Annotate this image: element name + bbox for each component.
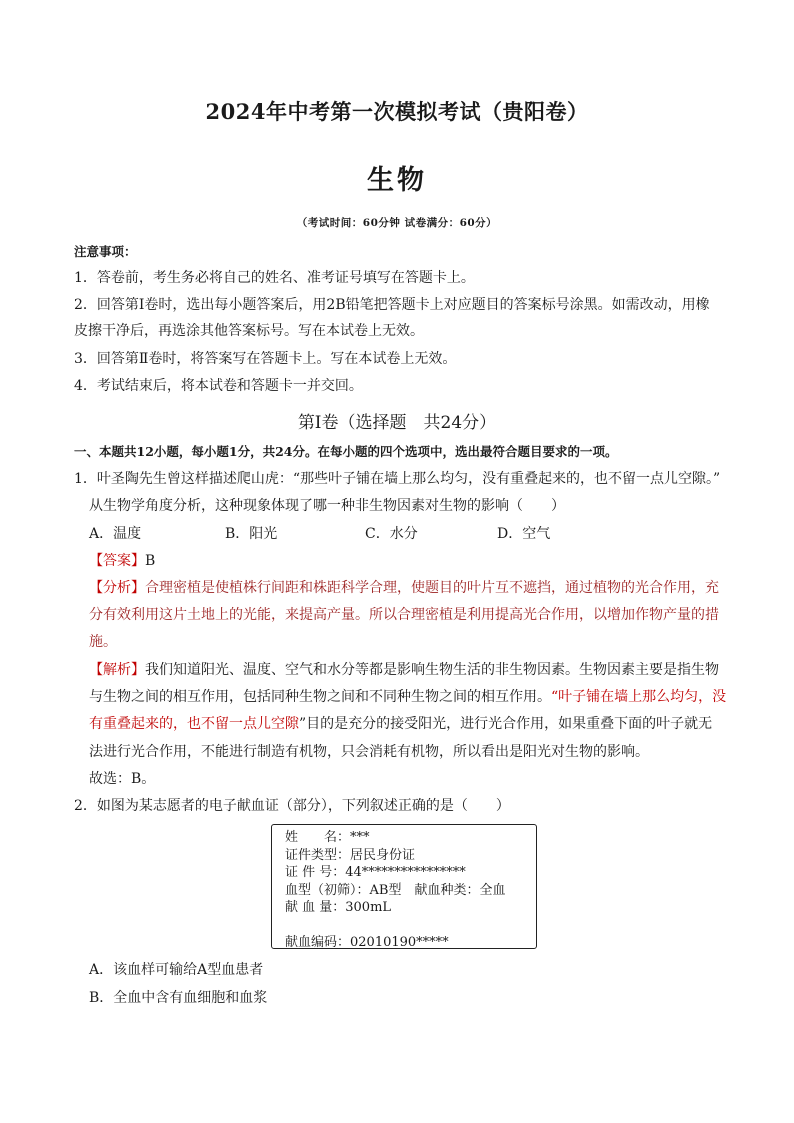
q1-answer [89, 551, 155, 571]
q1-analysis-line1 [89, 578, 719, 598]
explain-tag: 【解析】 [89, 662, 145, 678]
card-volume: 献 血 量：300mL [285, 900, 392, 915]
card-blood-type: 血型（初筛）：AB型 献血种类：全血 [285, 882, 506, 898]
card-id-number: 证 件 号：44**************** [285, 865, 466, 880]
note-item-2: 2．回答第Ⅰ卷时，选出每小题答案后，用2B铅笔把答题卡上对应题目的答案标号涂黑。如需改动，用橡 [74, 297, 710, 313]
analysis-tag: 【分析】 [89, 580, 145, 596]
explain-text-2b: “叶子铺在墙上那么均匀，没 [551, 689, 727, 705]
exam-info: （考试时间：60分钟 试卷满分：60分） [296, 217, 498, 229]
card-spacer [285, 917, 536, 935]
answer-value: B [145, 553, 156, 569]
explain-text-2a: 与生物之间的相互作用，包括同种生物之间和不同种生物之间的相互作用。 [89, 689, 551, 705]
q2-option-b: B．全血中含有血细胞和血浆 [89, 990, 268, 1006]
card-name: 姓 名：*** [285, 830, 370, 845]
explain-text-1: 我们知道阳光、温度、空气和水分等都是影响生物生活的非生物因素。生物因素主要是指生物 [145, 662, 719, 678]
part-instruction: 一、本题共12小题，每小题1分，共24分。在每小题的四个选项中，选出最符合题目要求的一项。 [74, 444, 618, 459]
card-code: 献血编码：02010190***** [285, 935, 449, 950]
q2-option-a: A．该血样可输给A型血患者 [89, 962, 264, 978]
answer-tag: 【答案】 [89, 553, 145, 569]
q1-option-b: B．阳光 [225, 526, 278, 542]
q1-stem-line1: 1．叶圣陶先生曾这样描述爬山虎：“那些叶子铺在墙上那么均匀，没有重叠起来的，也不留一点儿空隙。” [74, 471, 721, 487]
notes-heading: 注意事项： [74, 244, 137, 259]
card-id-type: 证件类型：居民身份证 [285, 847, 416, 863]
exam-title: 2024年中考第一次模拟考试（贵阳卷） [205, 99, 589, 124]
blood-donation-card [271, 824, 537, 949]
q1-explain-line3 [89, 714, 712, 734]
note-item-4: 4．考试结束后，将本试卷和答题卡一并交回。 [74, 378, 363, 394]
q2-stem: 2．如图为某志愿者的电子献血证（部分），下列叙述正确的是（ ） [74, 798, 510, 814]
subject-title: 生物 [367, 165, 427, 196]
explain-text-3a: 有重叠起来的，也不留一点儿空隙 [89, 716, 299, 732]
q1-explain-line4: 法进行光合作用，不能进行制造有机物，只会消耗有机物，所以看出是阳光对生物的影响。 [89, 744, 649, 760]
explain-text-3b: ”目的是充分的接受阳光，进行光合作用，如果重叠下面的叶子就无 [299, 716, 713, 732]
q1-option-d: D．空气 [497, 526, 551, 542]
q1-analysis-line2: 分有效利用这片土地上的光能，来提高产量。所以合理密植是利用提高光合作用，以增加作物产量的措 [89, 607, 719, 623]
q1-analysis-line3: 施。 [89, 634, 117, 650]
q1-stem-line2: 从生物学角度分析，这种现象体现了哪一种非生物因素对生物的影响（ ） [89, 498, 565, 514]
note-item-3: 3．回答第Ⅱ卷时，将答案写在答题卡上。写在本试卷上无效。 [74, 351, 457, 367]
q1-explain-line1 [89, 660, 719, 680]
section-title: 第Ⅰ卷（选择题 共24分） [297, 413, 497, 433]
q1-conclusion: 故选：B。 [89, 771, 156, 787]
note-item-1: 1．答卷前，考生务必将自己的姓名、准考证号填写在答题卡上。 [74, 270, 475, 286]
q1-option-c: C．水分 [365, 526, 418, 542]
note-item-2-cont: 皮擦干净后，再选涂其他答案标号。写在本试卷上无效。 [74, 323, 424, 339]
q1-explain-line2 [89, 687, 726, 707]
q1-option-a: A．温度 [89, 526, 142, 542]
analysis-text-1: 合理密植是使植株行间距和株距科学合理，使题目的叶片互不遮挡，通过植物的光合作用，充 [145, 580, 719, 596]
